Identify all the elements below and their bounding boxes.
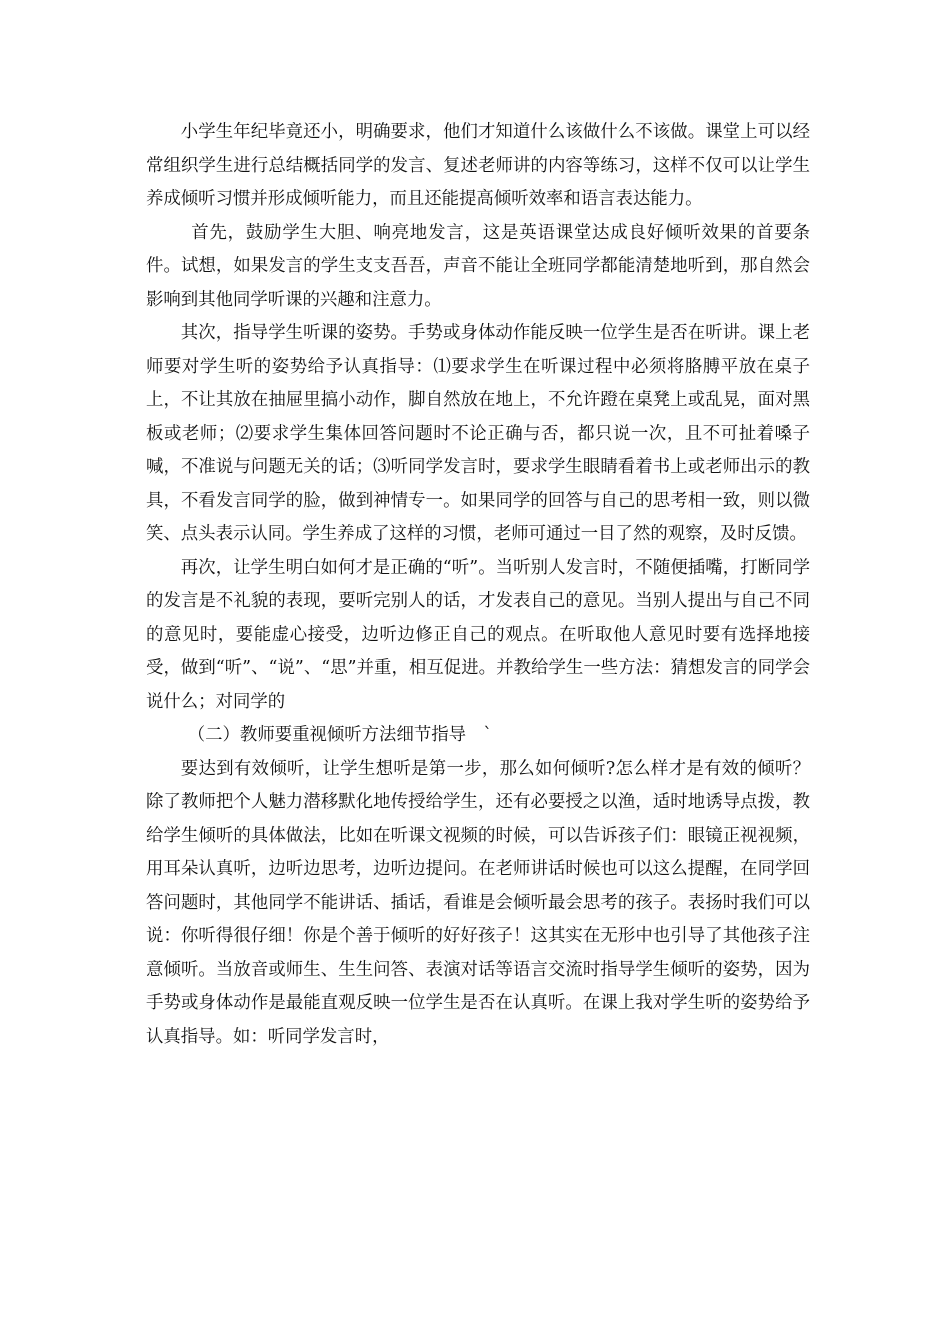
document-body [146,116,810,1054]
paragraph-1: 小学生年纪毕竟还小，明确要求，他们才知道什么该做什么不该做。课堂上可以经常组织学生进行总结概括同学的发言、复述老师讲的内容等练习，这样不仅可以让学生养成倾听习惯并形成倾听能力，而且还能提高倾听效率和语言表达能力。 [146,122,810,209]
paragraph-3: 其次，指导学生听课的姿势。手势或身体动作能反映一位学生是否在听讲。课上老师要对学生听的姿势给予认真指导：⑴要求学生在听课过程中必须将胳膊平放在桌子上，不让其放在抽屉里搞小动作，脚自然放在地上，不允许蹬在桌凳上或乱晃，面对黑板或老师；⑵要求学生集体回答问题时不论正确与否，都只说一次，且不可扯着嗓子喊，不准说与问题无关的话；⑶听同学发言时，要求学生眼睛看着书上或老师出示的教具，不看发言同学的脸，做到神情专一。如果同学的回答与自己的思考相一致，则以微笑、点头表示认同。学生养成了这样的习惯，老师可通过一目了然的观察，及时反馈。 [146,323,810,544]
paragraph-4: 再次，让学生明白如何才是正确的“听”。当听别人发言时，不随便插嘴，打断同学的发言是不礼貌的表现，要听完别人的话，才发表自己的意见。当别人提出与自己不同的意见时，要能虚心接受，边听边修正自己的观点。在听取他人意见时要有选择地接受，做到“听”、“说”、“思”并重，相互促进。并教给学生一些方法：猜想发言的同学会说什么；对同学的 [146,557,810,712]
paragraph-2: 首先，鼓励学生大胆、响亮地发言，这是英语课堂达成良好倾听效果的首要条件。试想，如果发言的学生支支吾吾，声音不能让全班同学都能清楚地听到，那自然会影响到其他同学听课的兴趣和注意力。 [146,222,810,310]
section-heading: （二）教师要重视倾听方法细节指导 ` [187,725,493,745]
paragraph-6: 要达到有效倾听，让学生想听是第一步，那么如何倾听?怎么样才是有效的倾听？除了教师把个人魅力潜移默化地传授给学生，还有必要授之以渔，适时地诱导点拨，教给学生倾听的具体做法，比如在听课文视频的时候，可以告诉孩子们：眼镜正视视频，用耳朵认真听，边听边思考，边听边提问。在老师讲话时候也可以这么提醒，在同学回答问题时，其他同学不能讲话、插话，看谁是会倾听最会思考的孩子。表扬时我们可以说：你听得很仔细！你是个善于倾听的好好孩子！这其实在无形中也引导了其他孩子注意倾听。当放音或师生、生生问答、表演对话等语言交流时指导学生倾听的姿势，因为手势或身体动作是最能直观反映一位学生是否在认真听。在课上我对学生听的姿势给予认真指导。如：听同学发言时， [146,758,810,1047]
